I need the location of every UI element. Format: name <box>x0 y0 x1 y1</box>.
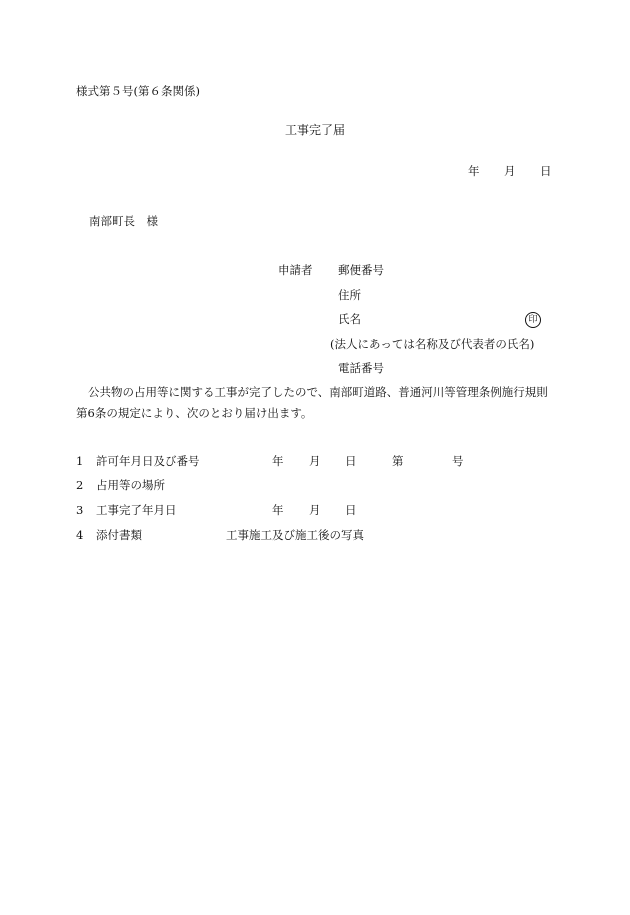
date-year-label: 年 <box>468 164 480 178</box>
item-1-no-suffix: 号 <box>452 454 464 468</box>
item-4-value: 工事施工及び施工後の写真 <box>226 528 364 542</box>
item-2-label: 占用等の場所 <box>96 478 165 492</box>
item-1-label: 許可年月日及び番号 <box>96 454 200 468</box>
postal-code-label: 郵便番号 <box>338 263 384 277</box>
seal-glyph: 印 <box>525 312 541 328</box>
seal-mark <box>525 312 541 328</box>
item-3-number: 3 <box>76 503 84 517</box>
date-day-label: 日 <box>540 164 552 178</box>
item-1-day: 日 <box>345 454 357 468</box>
name-label: 氏名 <box>338 312 361 326</box>
applicant-label: 申請者 <box>278 263 313 277</box>
item-3-year: 年 <box>272 503 284 517</box>
item-4-number: 4 <box>76 528 84 542</box>
item-4-label: 添付書類 <box>96 528 142 542</box>
document-title: 工事完了届 <box>285 123 346 137</box>
form-number: 様式第５号(第６条関係) <box>76 84 200 98</box>
phone-label: 電話番号 <box>338 361 384 375</box>
item-3-day: 日 <box>345 503 357 517</box>
item-1-no-prefix: 第 <box>392 454 404 468</box>
date-month-label: 月 <box>504 164 516 178</box>
item-1-year: 年 <box>272 454 284 468</box>
addressee: 南部町長 様 <box>89 214 158 228</box>
item-3-month: 月 <box>309 503 321 517</box>
address-label: 住所 <box>338 288 361 302</box>
item-2-number: 2 <box>76 478 84 492</box>
body-paragraph: 公共物の占用等に関する工事が完了したので、南部町道路、普通河川等管理条例施行規則第6条の規定により、次のとおり届け出ます。 <box>76 385 548 420</box>
item-1-number: 1 <box>76 454 84 468</box>
item-1-month: 月 <box>309 454 321 468</box>
item-3-label: 工事完了年月日 <box>96 503 177 517</box>
corporate-note: (法人にあっては名称及び代表者の氏名) <box>330 337 535 351</box>
